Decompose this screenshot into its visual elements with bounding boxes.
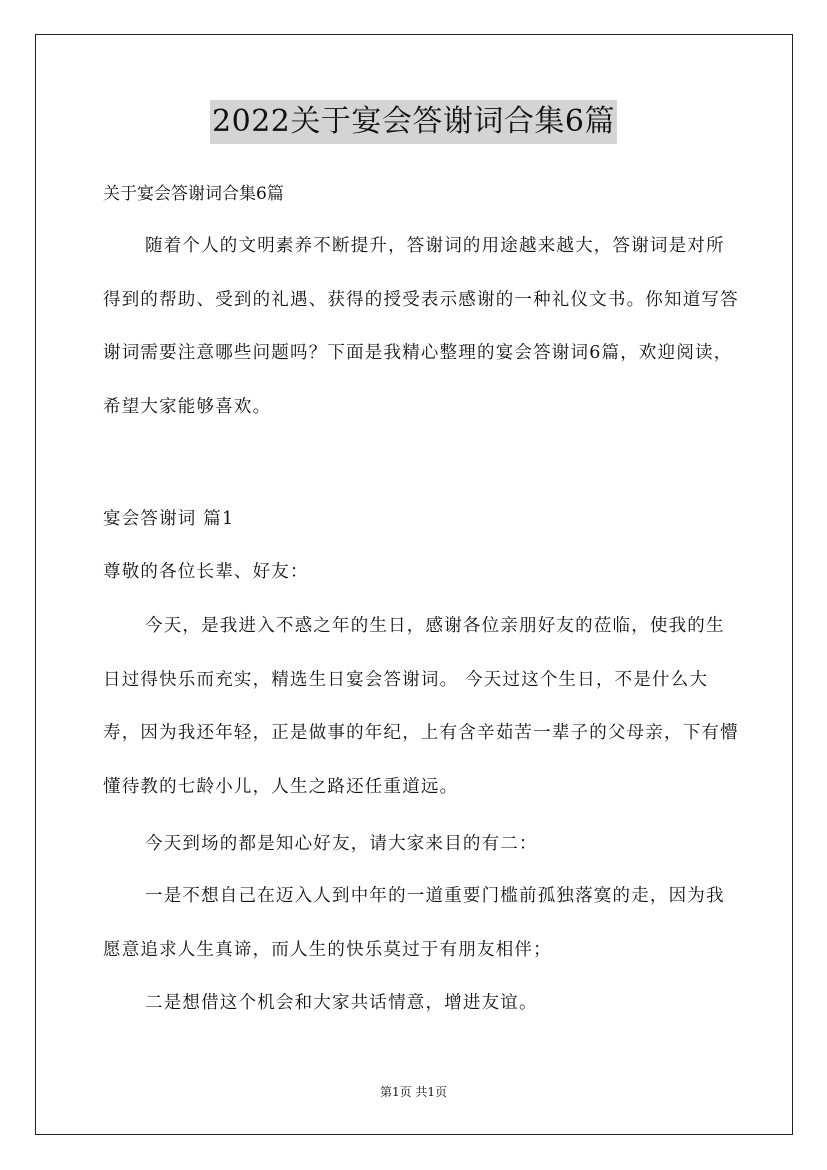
body-paragraph-4: 二是想借这个机会和大家共话情意，增进友谊。 [145,993,538,1013]
intro-paragraph: 随着个人的文明素养不断提升，答谢词的用途越来越大，答谢词是对所得到的帮助、受到的礼遇、获得的授受表示感谢的一种礼仪文书。你知道写答谢词需要注意哪些问题吗？下面是我精心整理的宴会答谢词6篇，欢迎阅读，希望大家能够喜欢。 [103,236,739,417]
section-heading: 宴会答谢词 篇1 [103,509,235,529]
document-title-text: 2022关于宴会答谢词合集6篇 [210,100,617,144]
document-subtitle: 关于宴会答谢词合集6篇 [103,184,284,204]
salutation: 尊敬的各位长辈、好友： [103,562,309,582]
document-title [0,100,827,144]
page-footer: 第1页 共1页 [379,1085,448,1099]
body-paragraph-3: 一是不想自己在迈入人到中年的一道重要门槛前孤独落寞的走，因为我愿意追求人生真谛，而人生的快乐莫过于有朋友相伴； [103,886,725,960]
body-paragraph-1: 今天，是我进入不惑之年的生日，感谢各位亲朋好友的莅临，使我的生日过得快乐而充实，精选生日宴会答谢词。 今天过这个生日，不是什么大寿，因为我还年轻，正是做事的年纪，上有含辛茹苦一辈子的父母亲，下有懵懂待教的七龄小儿，人生之路还任重道远。 [103,616,739,797]
body-paragraph-2: 今天到场的都是知心好友，请大家来目的有二： [145,834,538,854]
